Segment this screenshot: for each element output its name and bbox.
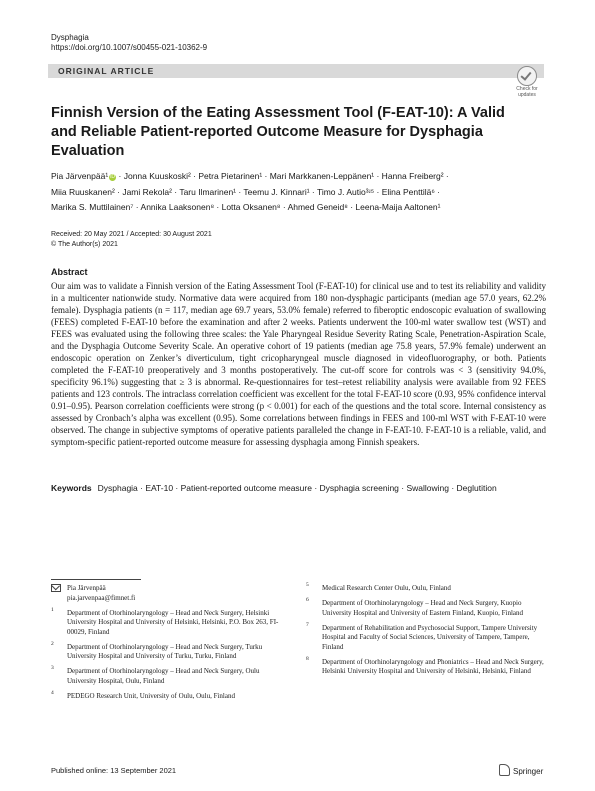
footnote-item (306, 655, 546, 677)
footnote-number: 7 (306, 621, 309, 628)
author-line-1: Pia Järvenpää¹ iD · Jonna Kuuskoski² · Petra Pietarinen¹ · Mari Markkanen-Leppänen¹ · Hanna Freiberg² · (51, 171, 449, 181)
doi-link[interactable]: https://doi.org/10.1007/s00455-021-10362-9 (51, 43, 208, 52)
footnote-item (51, 689, 286, 702)
abstract-heading: Abstract (51, 267, 88, 277)
check-for-updates-badge[interactable] (512, 66, 542, 98)
footnote-text: Department of Otorhinolaryngology – Head and Neck Surgery, Kuopio University Hospital and University of Eastern Finland, Kuopio, Finland (322, 599, 524, 617)
footnote-text: Medical Research Center Oulu, Oulu, Finland (322, 584, 451, 592)
footnote-item (51, 640, 286, 662)
publisher-logo (499, 764, 543, 776)
keywords-text: Dysphagia · EAT-10 · Patient-reported outcome measure · Dysphagia screening · Swallowing · Deglutition (97, 483, 497, 493)
author-list (51, 169, 531, 216)
article-title: Finnish Version of the Eating Assessment Tool (F-EAT-10): A Valid and Reliable Patient-reported Outcome Measure for Dysphagia Evaluation (51, 105, 505, 159)
footnote-text: Department of Otorhinolaryngology – Head and Neck Surgery, Oulu University Hospital, Oulu, Finland (67, 667, 260, 685)
published-date: Published online: 13 September 2021 (51, 766, 177, 775)
journal-name: Dysphagia (51, 33, 89, 42)
footnote-number: 4 (51, 689, 54, 696)
envelope-icon (51, 584, 61, 592)
footnote-text: Department of Otorhinolaryngology – Head and Neck Surgery, Turku University Hospital and University of Turku, Turku, Finland (67, 642, 263, 660)
footnote-number: 5 (306, 582, 309, 588)
footnote-number: 3 (51, 665, 54, 671)
check-for-updates-label: Check for updates (516, 86, 538, 98)
author-line-2: Miia Ruuskanen² · Jami Rekola² · Taru Ilmarinen¹ · Teemu J. Kinnari¹ · Timo J. Autio³ʴ⁵ · Elina Penttilä⁶ · (51, 186, 441, 197)
footnote-number: 6 (306, 597, 309, 603)
footnote-number: 1 (51, 606, 54, 613)
footnote-text: Department of Rehabilitation and Psychosocial Support, Tampere University Hospital and Faculty of Social Sciences, University of Tampere, Tampere, Finland (322, 623, 538, 651)
abstract-text: Our aim was to validate a Finnish version of the Eating Assessment Tool (F-EAT-10) for clinical use and to test its reliability and validity in a multicenter nationwide study. Normative data were acquired from 180 non-dysphagic participants (median age 57.0 years, 62.2% female). Dysphagia patients (n = 117, median age 69.7 years, 53.0% female) referred to fiberoptic endoscopic evaluation of swallowing (FEES) completed F-EAT-10 before the examination and after 2 weeks. Patients underwent the 100-ml water swallow test (WST) and FEES was evaluated using the following three scales: the Yale Pharyngeal Residue Severity Rating Scale, Penetration-Aspiration Scale, and the Dysphagia Outcome Severity Scale. An operative cohort of 19 patients (median age 75.8 years, 57.9% female) underwent an endoscopic operation on Zenker’s diverticulum, tight cricopharyngeal muscle diagnosed in videofluorography, or both. Patients completed the F-EAT-10 preoperatively and 3 months postoperatively. The cut-off score for controls was < 3 (sensitivity 94.0%, specificity 96.1%) suggesting that ≥ 3 is abnormal. Re-questionnaires for test–retest reliability analysis were available from 92 FEES patients and 123 controls. The intraclass correlation coefficient was excellent for the total F-EAT-10 score (0.93, 95% confidence interval 0.91–0.95). Pearson correlation coefficients were strong (p < 0.001) for each of the questions and the total score. Internal consistency as assessed by Cronbach’s alpha was excellent (0.95). Some correlations between findings in FEES and 100-ml WST with F-EAT-10 were observed. The change in subjective symptoms of operative patients paralleled the change in F-EAT-10. F-EAT-10 is a reliable, valid, and symptom-specific patient-reported outcome measure for assessing dysphagia among Finnish speakers. (51, 281, 546, 447)
article-dates: Received: 20 May 2021 / Accepted: 30 August 2021 (51, 231, 212, 238)
footnote-text: PEDEGO Research Unit, University of Oulu, Oulu, Finland (67, 691, 235, 700)
keywords-heading: Keywords (51, 483, 92, 493)
footnotes-left-column (51, 584, 286, 707)
check-for-updates-icon (517, 66, 537, 86)
footnote-item (51, 584, 286, 603)
footnote-text: Department of Otorhinolaryngology – Head and Neck Surgery, Helsinki University Hospital and University of Helsinki, Helsinki, P.O. Box 263, FI-00029, Finland (67, 608, 279, 636)
copyright-notice: © The Author(s) 2021 (51, 241, 118, 248)
footnote-text: Department of Otorhinolaryngology and Phoniatrics – Head and Neck Surgery, Helsinki University Hospital and University of Helsinki, Helsinki, Finland (322, 657, 544, 675)
footnote-item (306, 584, 546, 594)
article-type-label: ORIGINAL ARTICLE (58, 66, 155, 76)
orcid-icon[interactable]: iD (110, 174, 116, 180)
footnote-text: Pia Järvenpää pia.jarvenpaa@fimnet.fi (67, 584, 136, 602)
footnote-item (51, 606, 286, 638)
keywords (51, 482, 546, 494)
author-line-3: Marika S. Muttilainen⁷ · Annika Laaksonen⁸ · Lotta Oksanen⁸ · Ahmed Geneid⁸ · Leena-Maija Aaltonen¹ (51, 202, 441, 212)
springer-horse-icon (499, 764, 510, 776)
footnote-divider (51, 579, 141, 580)
footnote-item (51, 667, 286, 686)
article-type-banner (48, 64, 544, 78)
footnote-item (306, 599, 546, 618)
footnotes-right-column (306, 584, 546, 682)
footnote-item (306, 621, 546, 653)
publisher-name: Springer (513, 767, 544, 776)
footnote-number: 2 (51, 640, 54, 647)
footnote-number: 8 (306, 655, 309, 662)
